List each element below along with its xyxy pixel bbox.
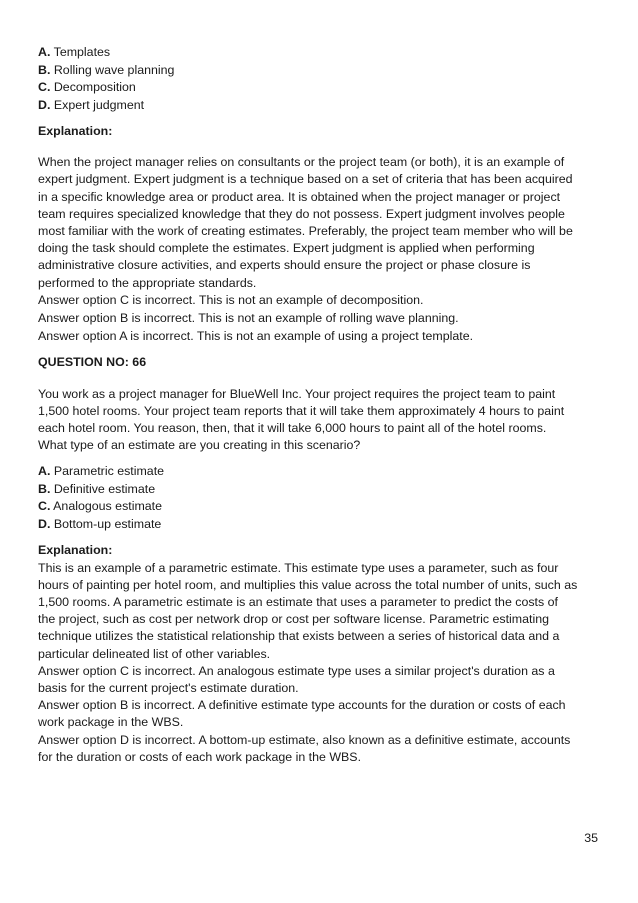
text-line: the project, such as cost per network drop or cost per software license. Parametric estimating (38, 612, 549, 627)
text-line: most familiar with the work of creating estimates. Preferably, the project team member who will be (38, 224, 573, 239)
answer-note: Answer option B is incorrect. This is not an example of rolling wave planning. (38, 311, 459, 326)
text-line: Answer option B is incorrect. A definitive estimate type accounts for the duration or costs of each (38, 698, 566, 713)
text-line: each hotel room. You reason, then, that it will take 6,000 hours to paint all of the hotel rooms. (38, 421, 547, 436)
page-number: 35 (584, 831, 598, 845)
q65-explanation (38, 154, 604, 292)
text-line: When the project manager relies on consultants or the project team (or both), it is an example of (38, 155, 565, 170)
option-a (38, 463, 604, 481)
option-c (38, 498, 604, 516)
option-letter: C. (38, 80, 51, 94)
text-line: administrative closure activities, and experts should ensure the project or phase closure is (38, 258, 531, 273)
q66-options (38, 463, 604, 533)
answer-note (38, 697, 604, 731)
option-letter: A. (38, 45, 51, 59)
option-text: Rolling wave planning (53, 62, 175, 77)
page-content (38, 44, 604, 766)
option-text: Analogous estimate (53, 499, 163, 514)
option-letter: C. (38, 499, 51, 514)
text-line: 1,500 rooms. A parametric estimate is an estimate that uses a parameter to predict the costs of (38, 595, 558, 610)
text-line: work package in the WBS. (38, 715, 184, 730)
option-text: Bottom-up estimate (53, 516, 162, 531)
option-text: Definitive estimate (53, 481, 156, 496)
answer-note (38, 663, 604, 697)
text-line: for the duration or costs of each work package in the WBS. (38, 749, 362, 764)
option-letter: B. (38, 62, 51, 77)
option-a (38, 44, 604, 62)
option-b (38, 62, 604, 80)
text-line: hours of painting per hotel room, and multiplies this value across the total number of units, such as (38, 577, 578, 592)
option-text: Templates (53, 45, 111, 59)
text-line: particular delineated list of other variables. (38, 646, 271, 661)
option-text: Parametric estimate (53, 464, 165, 479)
q65-options (38, 44, 604, 114)
text-line: 1,500 hotel rooms. Your project team reports that it will take them approximately 4 hours to paint (38, 403, 565, 418)
option-letter: D. (38, 516, 51, 531)
option-text: Expert judgment (53, 97, 145, 112)
text-line: in a specific knowledge area or product area. It is obtained when the project manager or project (38, 189, 561, 204)
answer-note (38, 732, 604, 766)
question-title: QUESTION NO: 66 (38, 355, 147, 370)
text-line: Answer option C is incorrect. An analogous estimate type uses a similar project's duration as a (38, 663, 555, 678)
text-line: expert judgment. Expert judgment is a technique based on a set of criteria that has been acquired (38, 172, 573, 187)
option-letter: B. (38, 481, 51, 496)
explanation-heading: Explanation: (38, 543, 113, 558)
text-line: technique utilizes the statistical relationship that exists between a series of historical data and a (38, 629, 560, 644)
answer-note: Answer option C is incorrect. This is not an example of decomposition. (38, 292, 424, 307)
text-line: Answer option D is incorrect. A bottom-up estimate, also known as a definitive estimate, accounts (38, 732, 571, 747)
text-line: You work as a project manager for BlueWell Inc. Your project requires the project team to paint (38, 386, 556, 401)
option-b (38, 481, 604, 499)
text-line: What type of an estimate are you creating in this scenario? (38, 438, 361, 453)
text-line: This is an example of a parametric estimate. This estimate type uses a parameter, such as four (38, 560, 559, 575)
text-line: basis for the current project's estimate duration. (38, 681, 299, 696)
option-letter: D. (38, 97, 51, 112)
option-d (38, 97, 604, 115)
text-line: doing the task should complete the estimates. Expert judgment is applied when performing (38, 241, 535, 256)
text-line: performed to the appropriate standards. (38, 275, 257, 290)
text-line: team requires specialized knowledge that they do not possess. Expert judgment involves people (38, 206, 565, 221)
explanation-heading: Explanation: (38, 124, 113, 138)
question-text (38, 386, 604, 455)
q66-explanation (38, 560, 604, 663)
option-c (38, 79, 604, 97)
option-text: Decomposition (53, 80, 136, 94)
option-d (38, 516, 604, 534)
option-letter: A. (38, 464, 51, 479)
answer-note: Answer option A is incorrect. This is not an example of using a project template. (38, 329, 474, 344)
